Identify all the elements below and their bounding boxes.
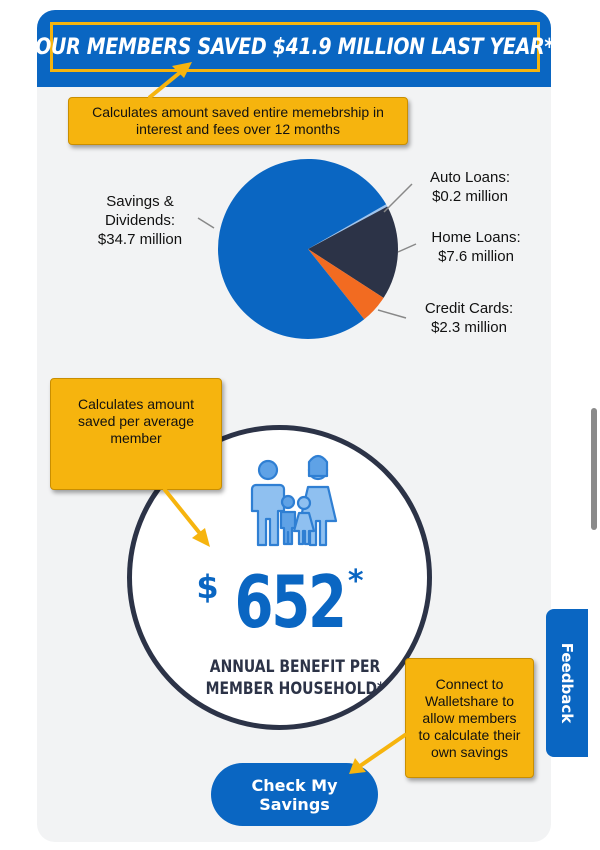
benefit-caption-line1: ANNUAL BENEFIT PER: [209, 657, 381, 677]
feedback-label: Feedback: [558, 642, 577, 724]
arrow-to-button: [360, 735, 405, 766]
arrow-head-amount: [192, 528, 210, 547]
benefit-caption-line2: MEMBER HOUSEHOLD*: [205, 679, 385, 699]
page-scrollbar-thumb[interactable]: [591, 408, 597, 530]
pie-label-home-line1: Home Loans:: [431, 229, 521, 246]
pie-label-auto-value: $0.2 million: [432, 188, 508, 205]
arrow-to-amount: [165, 490, 202, 536]
annotation-walletshare: Connect to Walletshare to allow members to calculate their own savings: [405, 658, 534, 778]
benefit-dollar-sign: $: [196, 568, 219, 606]
feedback-tab[interactable]: [546, 609, 588, 757]
pie-label-credit-value: $2.3 million: [431, 319, 507, 336]
benefit-asterisk: *: [347, 564, 364, 599]
cta-label-line1: Check My: [251, 775, 338, 795]
pie-label-auto-line1: Auto Loans:: [429, 169, 511, 186]
pie-label-savings-line1: Savings &: [106, 193, 174, 210]
cta-label-line2: Savings: [259, 794, 330, 814]
arrow-to-banner: [150, 70, 183, 97]
pie-label-savings-value: $34.7 million: [97, 231, 183, 248]
benefit-amount-value: 652: [234, 560, 345, 644]
pie-label-credit-line1: Credit Cards:: [424, 300, 514, 317]
banner-title: OUR MEMBERS SAVED $41.9 MILLION LAST YEAR*: [35, 34, 555, 60]
annotation-entire-membership: Calculates amount saved entire memebrship in interest and fees over 12 months: [68, 97, 408, 145]
annotation-per-member: Calculates amount saved per average member: [50, 378, 222, 490]
pie-label-savings-line2: Dividends:: [104, 212, 176, 229]
pie-label-home-value: $7.6 million: [438, 248, 514, 265]
